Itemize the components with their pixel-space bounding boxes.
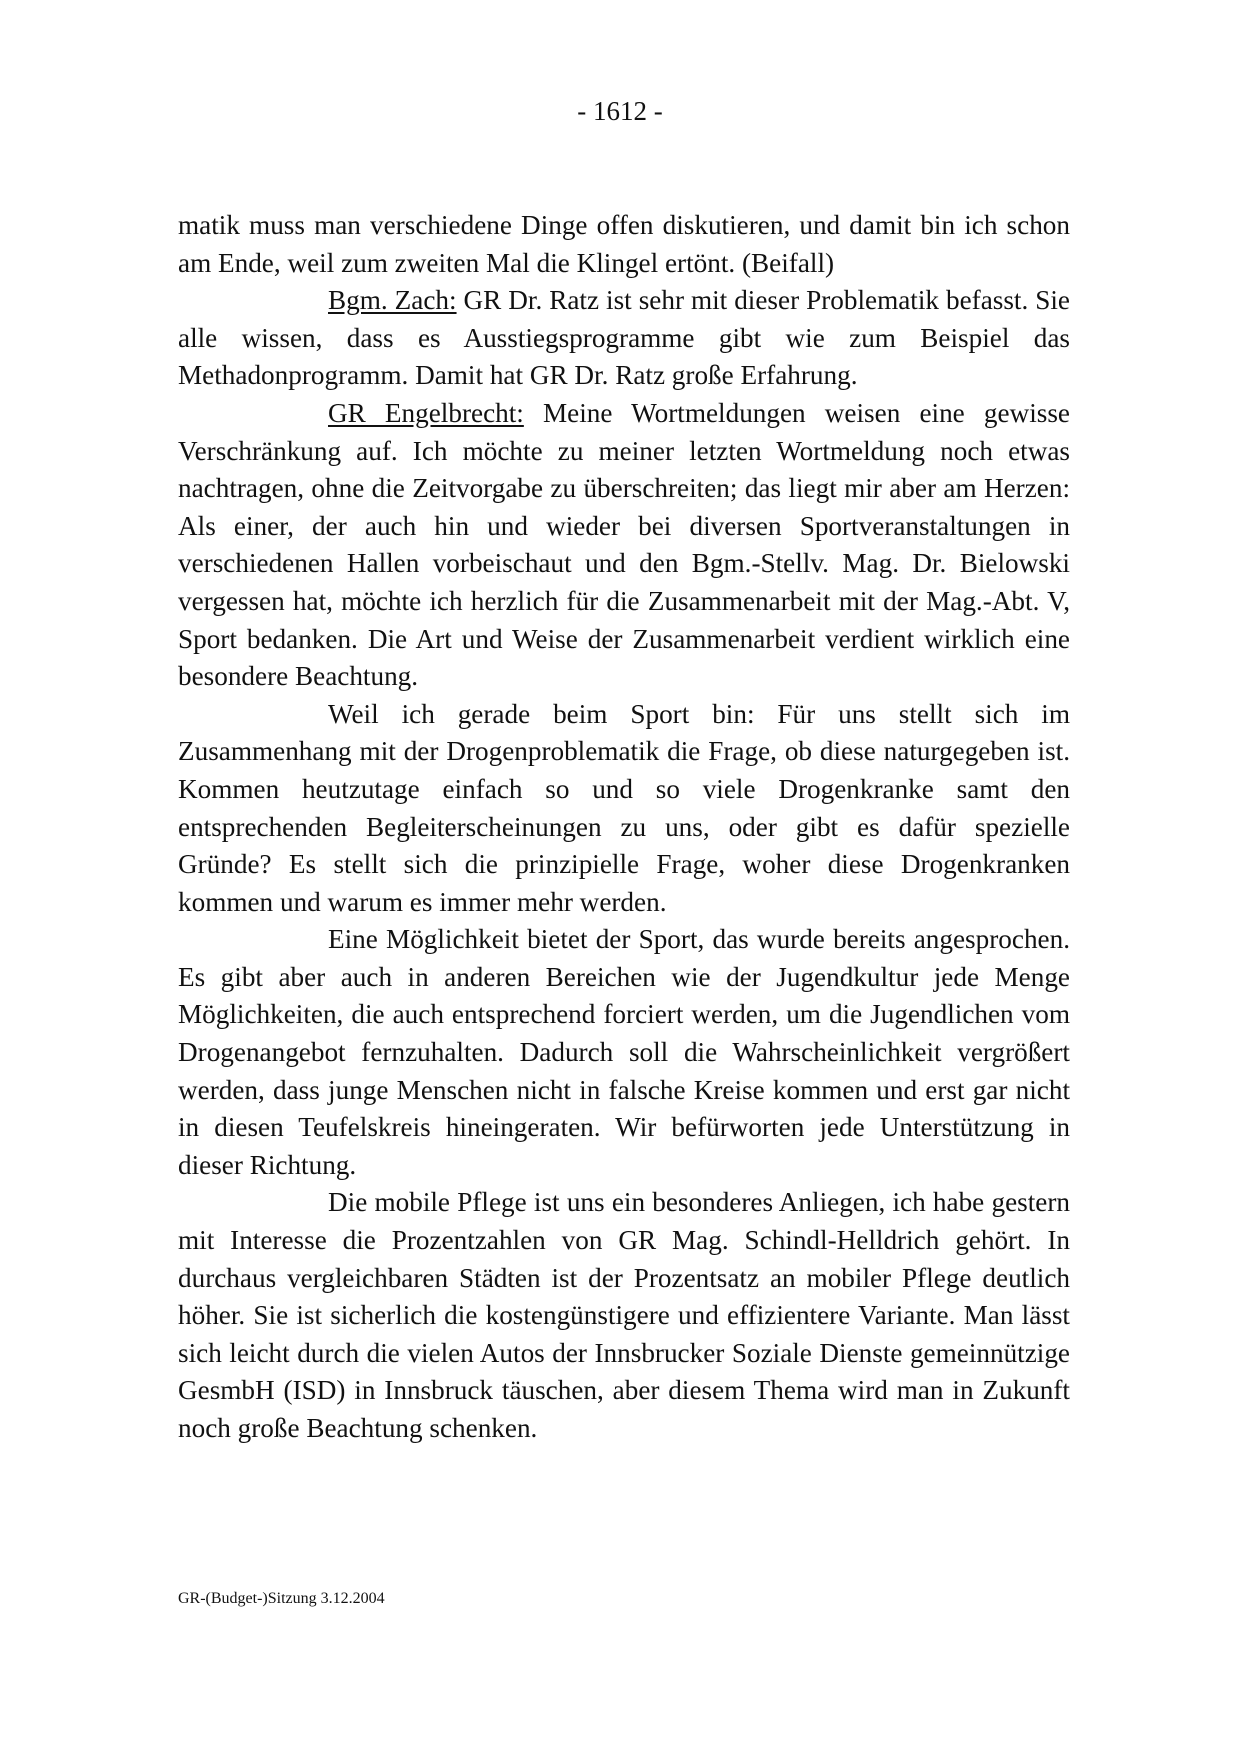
paragraph-text: Die mobile Pflege ist uns ein besonderes Anliegen, ich habe gestern mit Interesse die Prozentzahlen von GR Mag. Schindl-Helldrich gehört. In durchaus vergleichbaren Städten ist der Prozentsatz an mobiler Pflege deutlich höher. Sie ist sicherlich die kostengünstigere und effizientere Variante. Man lässt sich leicht durch die vielen Autos der Innsbrucker Soziale Dienste gemeinnützige GesmbH (ISD) in Innsbruck täuschen, aber diesem Thema wird man in Zukunft noch große Beachtung schenken. <box>178 1187 1070 1443</box>
speaker-name: GR Engelbrecht: <box>328 397 524 428</box>
paragraph-gr-engelbrecht <box>178 395 1070 696</box>
paragraph-text: GR Dr. Ratz ist sehr mit dieser Problematik befasst. Sie alle wissen, dass es Ausstiegsprogramme gibt wie zum Beispiel das Methadonprogramm. Damit hat GR Dr. Ratz große Erfahrung. <box>178 285 1070 391</box>
page-number: - 1612 - <box>577 96 663 126</box>
paragraph-bgm-zach <box>178 282 1070 395</box>
paragraph-mobile-pflege <box>178 1184 1070 1447</box>
paragraph-text: Meine Wortmeldungen weisen eine gewisse Verschränkung auf. Ich möchte zu meiner letzten Wortmeldung noch etwas nachtragen, ohne die Zeitvorgabe zu überschreiten; das liegt mir aber am Herzen: Als einer, der auch hin und wieder bei diversen Sportveranstaltungen in verschiedenen Hallen vorbeischaut und den Bgm.-Stellv. Mag. Dr. Bielowski vergessen hat, möchte ich herzlich für die Zusammenarbeit mit der Mag.-Abt. V, Sport bedanken. Die Art und Weise der Zusammenarbeit verdient wirklich eine besondere Beachtung. <box>178 397 1070 692</box>
paragraph-text: Weil ich gerade beim Sport bin: Für uns stellt sich im Zusammenhang mit der Drogenproblematik die Frage, ob diese naturgegeben ist. Kommen heutzutage einfach so und so viele Drogenkranke samt den entsprechenden Begleiterscheinungen zu uns, oder gibt es dafür spezielle Gründe? Es stellt sich die prinzipielle Frage, woher diese Drogenkranken kommen und warum es immer mehr werden. <box>178 698 1070 917</box>
paragraph-jugendkultur <box>178 921 1070 1184</box>
paragraph-text: Eine Möglichkeit bietet der Sport, das wurde bereits angesprochen. Es gibt aber auch in anderen Bereichen wie der Jugendkultur jede Menge Möglichkeiten, die auch entsprechend forciert werden, um die Jugendlichen vom Drogenangebot fernzuhalten. Dadurch soll die Wahrscheinlichkeit vergrößert werden, dass junge Menschen nicht in falsche Kreise kommen und erst gar nicht in diesen Teufelskreis hineingeraten. Wir befürworten jede Unterstützung in dieser Richtung. <box>178 924 1070 1180</box>
page-footer: GR-(Budget-)Sitzung 3.12.2004 <box>178 1590 385 1607</box>
paragraph-sport <box>178 696 1070 922</box>
paragraph-continuation <box>178 207 1070 282</box>
document-body <box>178 207 1070 1448</box>
speaker-name: Bgm. Zach: <box>328 285 457 316</box>
paragraph-text: matik muss man verschiedene Dinge offen diskutieren, und damit bin ich schon am Ende, weil zum zweiten Mal die Klingel ertönt. (Beifall) <box>178 210 1070 278</box>
